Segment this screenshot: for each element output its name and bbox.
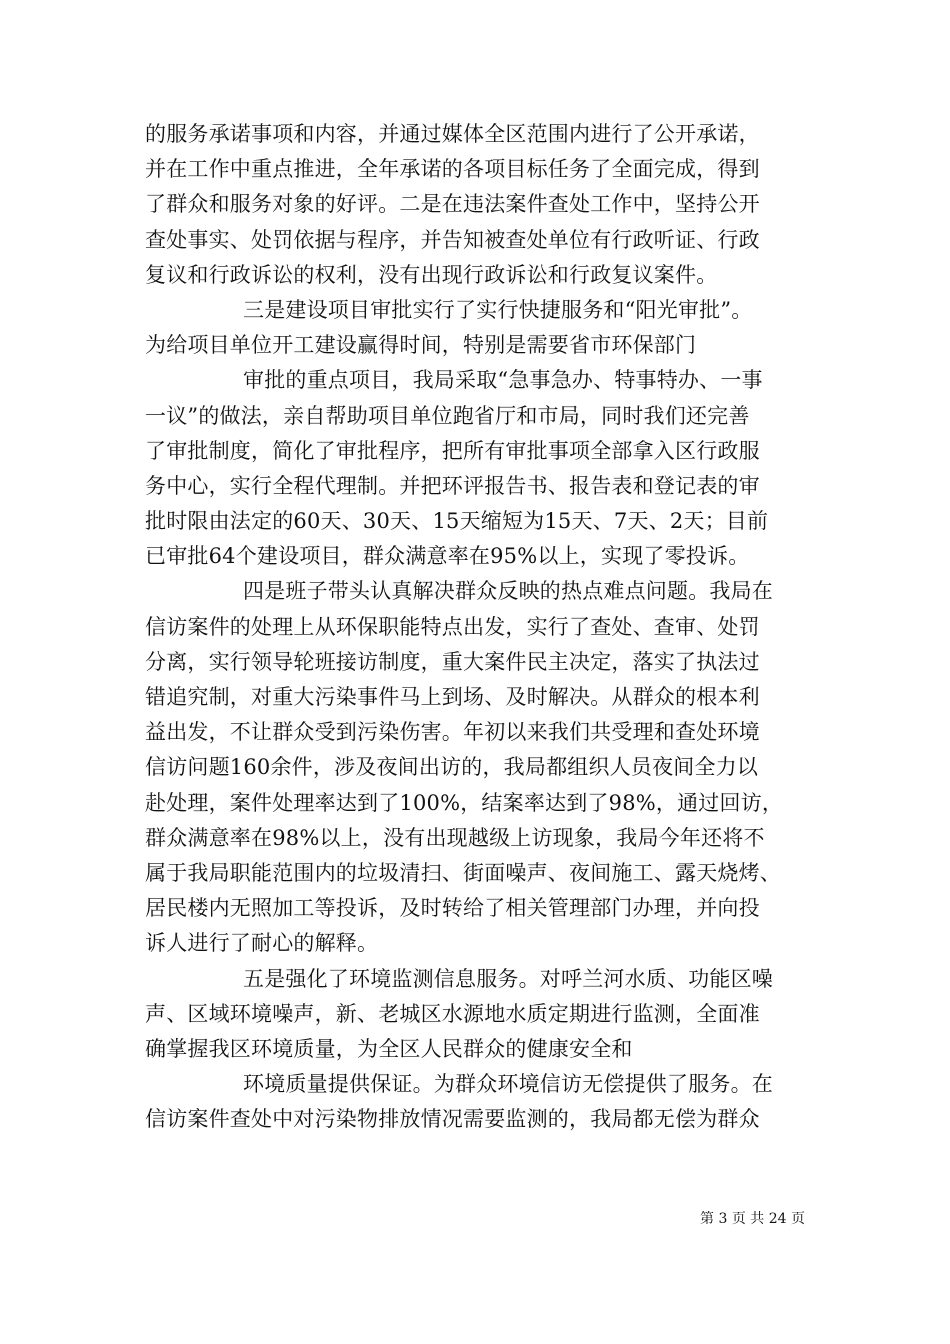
- text-line: 已审批64个建设项目，群众满意率在95%以上，实现了零投诉。: [145, 544, 750, 569]
- paragraph-start-line: 五是强化了环境监测信息服务。对呼兰河水质、功能区噪: [243, 966, 773, 991]
- text-line: 了群众和服务对象的好评。二是在违法案件查处工作中，坚持公开: [145, 192, 760, 217]
- text-line: 声、区域环境噪声，新、老城区水源地水质定期进行监测，全面准: [145, 1001, 760, 1026]
- body-text: [145, 117, 815, 1137]
- text-line: 了审批制度，简化了审批程序，把所有审批事项全部拿入区行政服: [145, 438, 760, 463]
- text-line: 的服务承诺事项和内容，并通过媒体全区范围内进行了公开承诺，: [145, 122, 760, 146]
- paragraph-start-line: 环境质量提供保证。为群众环境信访无偿提供了服务。在: [243, 1072, 773, 1097]
- text-line: 属于我局职能范围内的垃圾清扫、街面噪声、夜间施工、露天烧烤、: [145, 860, 781, 885]
- text-line: 批时限由法定的60天、30天、15天缩短为15天、7天、2天；目前: [145, 509, 769, 534]
- text-line: 群众满意率在98%以上，没有出现越级上访现象，我局今年还将不: [145, 825, 765, 850]
- text-line: 信访问题160余件，涉及夜间出访的，我局都组织人员夜间全力以: [145, 755, 759, 780]
- text-line: 查处事实、处罚依据与程序，并告知被查处单位有行政听证、行政: [145, 227, 760, 252]
- text-line: 复议和行政诉讼的权利，没有出现行政诉讼和行政复议案件。: [145, 262, 718, 287]
- text-line: 为给项目单位开工建设赢得时间，特别是需要省市环保部门: [145, 333, 697, 358]
- text-line: 居民楼内无照加工等投诉，及时转给了相关管理部门办理，并向投: [145, 896, 760, 921]
- text-line: 诉人进行了耐心的解释。: [145, 931, 379, 956]
- text-line: 信访案件查处中对污染物排放情况需要监测的，我局都无偿为群众: [145, 1107, 760, 1132]
- text-line: 一议”的做法，亲自帮助项目单位跑省厅和市局，同时我们还完善: [145, 403, 750, 428]
- text-line: 确掌握我区环境质量，为全区人民群众的健康安全和: [145, 1036, 633, 1061]
- paragraph-start-line: 三是建设项目审批实行了实行快捷服务和“阳光审批”。: [243, 297, 753, 322]
- text-line: 信访案件的处理上从环保职能特点出发，实行了查处、查审、处罚: [145, 614, 760, 639]
- text-line: 赴处理，案件处理率达到了100%，结案率达到了98%，通过回访，: [145, 790, 784, 815]
- text-line: 务中心，实行全程代理制。并把环评报告书、报告表和登记表的审: [145, 473, 760, 498]
- text-line: 并在工作中重点推进，全年承诺的各项目标任务了全面完成，得到: [145, 157, 760, 182]
- text-line: 分离，实行领导轮班接访制度，重大案件民主决定，落实了执法过: [145, 649, 760, 674]
- text-line: 错追究制，对重大污染事件马上到场、及时解决。从群众的根本利: [145, 685, 760, 709]
- text-line: 益出发，不让群众受到污染伤害。年初以来我们共受理和查处环境: [145, 720, 760, 745]
- page-number: 第 3 页 共 24 页: [700, 1211, 805, 1227]
- paragraph-start-line: 审批的重点项目，我局采取“急事急办、特事特办、一事: [243, 368, 763, 393]
- paragraph-start-line: 四是班子带头认真解决群众反映的热点难点问题。我局在: [243, 579, 773, 604]
